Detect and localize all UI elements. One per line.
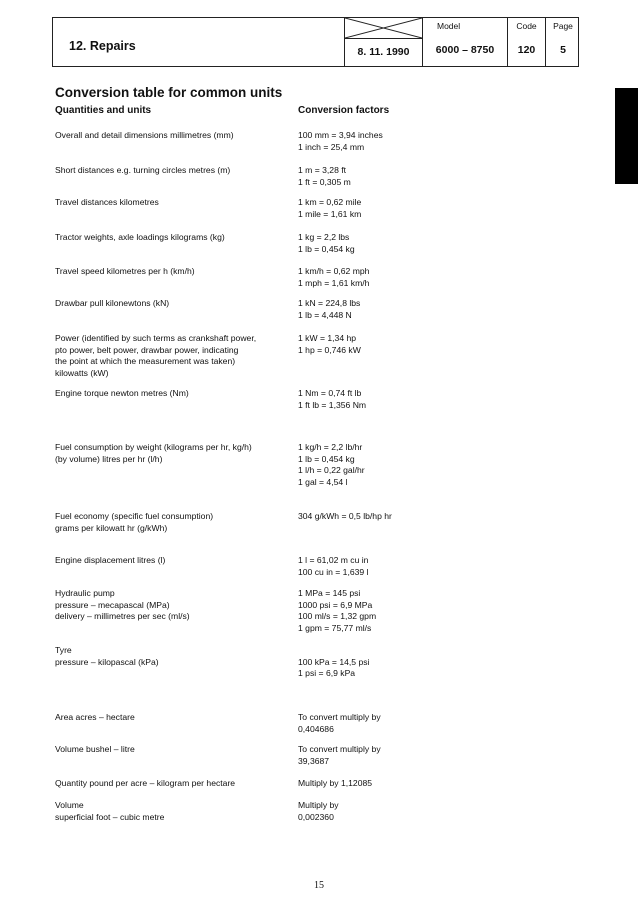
quantity-line: Volume: [55, 800, 84, 810]
factor-line: 304 g/kWh = 0,5 lb/hp hr: [298, 511, 392, 521]
factor-cell: [298, 197, 548, 220]
quantity-line: pto power, belt power, drawbar power, indicating: [55, 344, 239, 355]
factor-line: 39,3687: [298, 755, 330, 766]
section-tab-marker: [615, 88, 638, 184]
page-title: Conversion table for common units: [55, 85, 283, 100]
quantity-cell: [55, 588, 291, 623]
factor-line: 1 km/h = 0,62 mph: [298, 266, 370, 276]
quantity-line: Engine torque newton metres (Nm): [55, 388, 189, 398]
factor-cell: [298, 778, 548, 790]
factor-line: Multiply by 1,12085: [298, 778, 373, 788]
quantity-cell: [55, 197, 291, 209]
factor-line: 1 kg = 2,2 lbs: [298, 232, 350, 242]
factor-line: Multiply by: [298, 800, 339, 810]
factor-cell: [298, 266, 548, 289]
quantity-line: Area acres – hectare: [55, 712, 135, 722]
quantity-line: delivery – millimetres per sec (ml/s): [55, 611, 190, 622]
quantity-cell: [55, 388, 291, 400]
factor-cell: [298, 388, 548, 411]
factor-line: 1 lb = 0,454 kg: [298, 453, 355, 464]
column-header-quantities: Quantities and units: [55, 105, 152, 116]
quantity-line: superficial foot – cubic metre: [55, 811, 165, 822]
factor-line: 1 lb = 4,448 N: [298, 309, 352, 320]
quantity-line: pressure – kilopascal (kPa): [55, 656, 159, 667]
quantity-line: Fuel economy (specific fuel consumption): [55, 511, 214, 521]
quantity-line: Power (identified by such terms as crankshaft power,: [55, 333, 257, 343]
factor-line: 1 l = 61,02 m cu in: [298, 555, 369, 565]
factor-cell: [298, 442, 548, 488]
factor-line: 1 ft lb = 1,356 Nm: [298, 399, 367, 410]
factor-line: To convert multiply by: [298, 712, 381, 722]
quantity-cell: [55, 442, 291, 465]
factor-cell: [298, 333, 548, 356]
model-label: Model: [437, 21, 461, 31]
quantity-cell: [55, 232, 291, 244]
column-header-factors: Conversion factors: [298, 105, 390, 116]
quantity-line: Drawbar pull kilonewtons (kN): [55, 298, 170, 308]
quantity-cell: [55, 165, 291, 177]
factor-line: 100 cu in = 1,639 l: [298, 566, 369, 577]
quantity-line: Short distances e.g. turning circles metres (m): [55, 165, 231, 175]
quantity-line: kilowatts (kW): [55, 367, 109, 378]
quantity-cell: [55, 712, 291, 724]
factor-line: 1 lb = 0,454 kg: [298, 243, 355, 254]
quantity-cell: [55, 333, 291, 379]
factor-line: 1 l/h = 0,22 gal/hr: [298, 465, 365, 476]
factor-cell: [298, 645, 548, 680]
factor-line: 1 psi = 6,9 kPa: [298, 668, 356, 679]
quantity-line: Quantity pound per acre – kilogram per hectare: [55, 778, 236, 788]
quantity-cell: [55, 645, 291, 668]
factor-cell: [298, 298, 548, 321]
document-date: 8. 11. 1990: [357, 46, 410, 58]
factor-line: 1 kN = 224,8 lbs: [298, 298, 361, 308]
quantity-cell: [55, 130, 291, 142]
quantity-line: Travel distances kilometres: [55, 197, 159, 207]
factor-line: 1 gpm = 75,77 ml/s: [298, 622, 372, 633]
quantity-line: grams per kilowatt hr (g/kWh): [55, 522, 168, 533]
factor-line: 1 Nm = 0,74 ft lb: [298, 388, 362, 398]
factor-cell: [298, 800, 548, 823]
quantity-line: the point at which the measurement was taken): [55, 356, 236, 367]
cross-icon: [345, 18, 422, 38]
factor-cell: [298, 744, 548, 767]
page-label: Page: [553, 21, 573, 31]
factor-line: 1 hp = 0,746 kW: [298, 344, 361, 355]
quantity-line: Volume bushel – litre: [55, 744, 135, 754]
factor-cell: [298, 511, 548, 523]
quantity-line: pressure – mecapascal (MPa): [55, 599, 170, 610]
page-number: 15: [314, 880, 324, 891]
page-cell: [545, 18, 580, 66]
factor-line: 100 mm = 3,94 inches: [298, 130, 383, 140]
factor-line: [298, 645, 548, 657]
factor-line: 1000 psi = 6,9 MPa: [298, 599, 373, 610]
factor-line: 1 ft = 0,305 m: [298, 176, 351, 187]
quantity-cell: [55, 778, 291, 790]
quantity-cell: [55, 800, 291, 823]
factor-line: 0,002360: [298, 811, 334, 822]
quantity-cell: [55, 298, 291, 310]
code-value: 120: [517, 44, 536, 56]
quantity-line: Overall and detail dimensions millimetres (mm): [55, 130, 234, 140]
code-cell: [507, 18, 545, 66]
section-title: 12. Repairs: [69, 39, 136, 53]
quantity-line: Engine displacement litres (l): [55, 555, 166, 565]
factor-line: 1 kW = 1,34 hp: [298, 333, 357, 343]
factor-cell: [298, 555, 548, 578]
factor-cell: [298, 588, 548, 634]
factor-line: To convert multiply by: [298, 744, 381, 754]
quantity-cell: [55, 266, 291, 278]
quantity-line: Fuel consumption by weight (kilograms per hr, kg/h): [55, 442, 252, 452]
crossed-box: [345, 18, 422, 39]
factor-line: 1 km = 0,62 mile: [298, 197, 362, 207]
quantity-cell: [55, 511, 291, 534]
factor-cell: [298, 165, 548, 188]
factor-line: 1 MPa = 145 psi: [298, 588, 361, 598]
factor-line: 100 kPa = 14,5 psi: [298, 656, 370, 667]
factor-cell: [298, 232, 548, 255]
factor-line: 1 inch = 25,4 mm: [298, 141, 365, 152]
quantity-line: Hydraulic pump: [55, 588, 115, 598]
document-header: [52, 17, 579, 67]
factor-line: 1 mile = 1,61 km: [298, 208, 362, 219]
date-cell: [344, 18, 422, 66]
model-value: 6000 – 8750: [435, 44, 495, 56]
factor-line: 1 gal = 4,54 l: [298, 476, 348, 487]
quantity-line: (by volume) litres per hr (l/h): [55, 453, 163, 464]
quantity-cell: [55, 744, 291, 756]
factor-cell: [298, 712, 548, 735]
quantity-line: Tyre: [55, 645, 72, 655]
quantity-cell: [55, 555, 291, 567]
factor-line: 1 mph = 1,61 km/h: [298, 277, 370, 288]
code-label: Code: [516, 21, 537, 31]
quantity-line: Travel speed kilometres per h (km/h): [55, 266, 195, 276]
factor-cell: [298, 130, 548, 153]
factor-line: 1 kg/h = 2,2 lb/hr: [298, 442, 363, 452]
quantity-line: Tractor weights, axle loadings kilograms (kg): [55, 232, 225, 242]
factor-line: 1 m = 3,28 ft: [298, 165, 347, 175]
page-value: 5: [560, 44, 566, 56]
factor-line: 100 ml/s = 1,32 gpm: [298, 611, 377, 622]
model-cell: [422, 18, 507, 66]
factor-line: 0,404686: [298, 723, 334, 734]
